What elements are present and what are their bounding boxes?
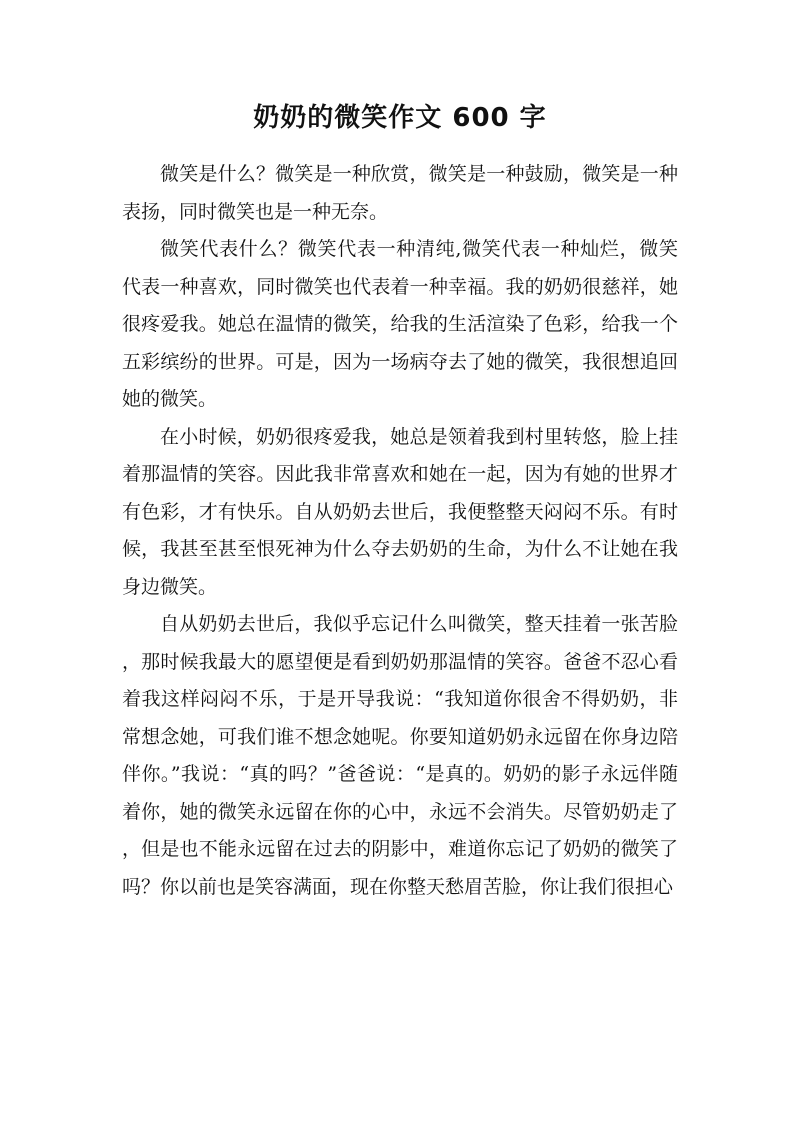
paragraph: 自从奶奶去世后，我似乎忘记什么叫微笑，整天挂着一张苦脸，那时候我最大的愿望便是看到奶奶那温情的笑容。爸爸不忍心看着我这样闷闷不乐，于是开导我说：“我知道你很舍不得奶奶，非常想念她，可我们谁不想念她呢。你要知道奶奶永远留在你身边陪伴你。”我说：“真的吗？”爸爸说：“是真的。奶奶的影子永远伴随着你，她的微笑永远留在你的心中，永远不会消失。尽管奶奶走了，但是也不能永远留在过去的阴影中，难道你忘记了奶奶的微笑了吗？你以前也是笑容满面，现在你整天愁眉苦脸，你让我们很担心 [122, 613, 678, 898]
paragraph: 微笑是什么？微笑是一种欣赏，微笑是一种鼓励，微笑是一种表扬，同时微笑也是一种无奈。 [122, 163, 678, 223]
document-title: 奶奶的微笑作文 600 字 [253, 103, 547, 133]
paragraph: 在小时候，奶奶很疼爱我，她总是领着我到村里转悠，脸上挂着那温情的笑容。因此我非常喜欢和她在一起，因为有她的世界才有色彩，才有快乐。自从奶奶去世后，我便整整天闷闷不乐。有时候，我甚至甚至恨死神为什么夺去奶奶的生命，为什么不让她在我身边微笑。 [122, 425, 678, 598]
paragraph: 微笑代表什么？微笑代表一种清纯,微笑代表一种灿烂，微笑代表一种喜欢，同时微笑也代表着一种幸福。我的奶奶很慈祥，她很疼爱我。她总在温情的微笑，给我的生活渲染了色彩，给我一个五彩缤纷的世界。可是，因为一场病夺去了她的微笑，我很想追回她的微笑。 [122, 238, 678, 410]
document-body [122, 156, 678, 906]
